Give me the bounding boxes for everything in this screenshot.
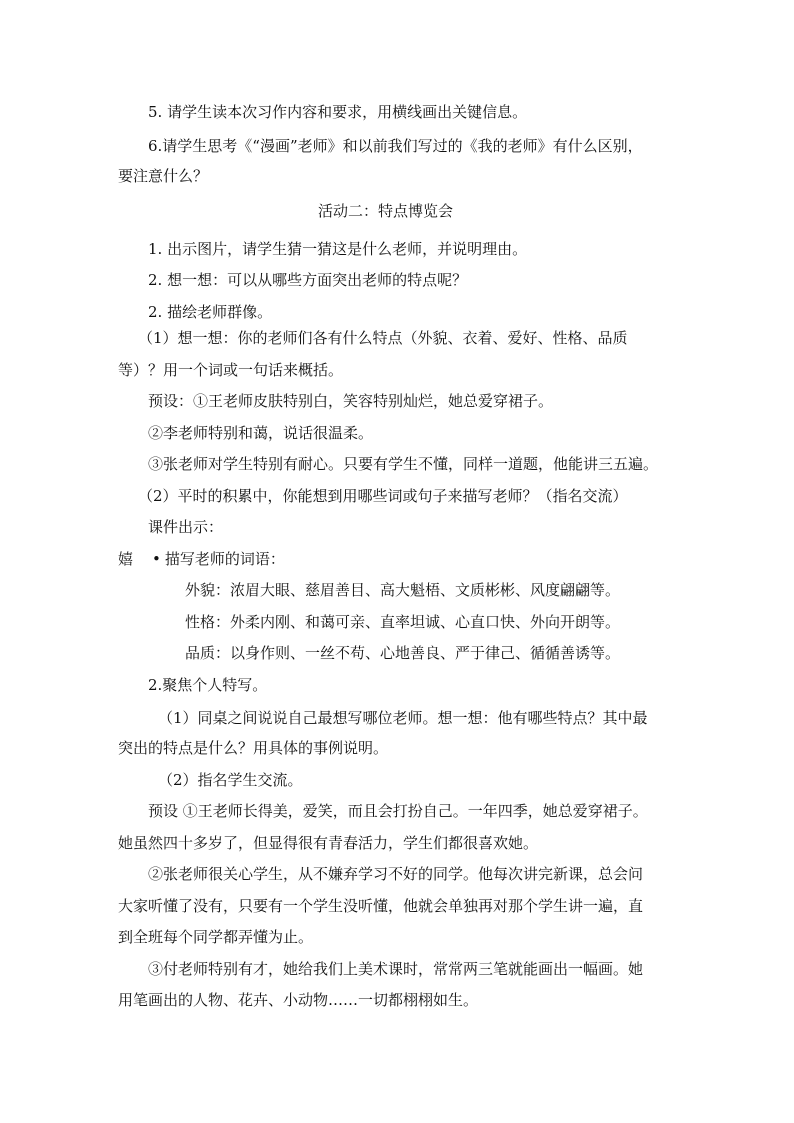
bullet-text: 描写老师的词语：	[164, 550, 285, 568]
section-heading: 活动二：特点博览会	[318, 202, 454, 220]
word-list-line: 品质：以身作则、一丝不苟、心地善良、严于律己、循循善诱等。	[185, 644, 621, 662]
paragraph-line: 2.聚焦个人特写。	[148, 676, 268, 694]
word-list-line: 性格：外柔内刚、和蔼可亲、直率坦诚、心直口快、外向开朗等。	[185, 613, 621, 631]
paragraph-line: 用笔画出的人物、花卉、小动物……一切都栩栩如生。	[118, 991, 479, 1009]
paragraph-line: 6.请学生思考《“漫画”老师》和以前我们写过的《我的老师》有什么区别，	[148, 137, 643, 155]
paragraph-line: （1）同桌之间说说自己最想写哪位老师。想一想：他有哪些特点？其中最	[158, 709, 648, 727]
paragraph-line: 5. 请学生读本次习作内容和要求，用横线画出关键信息。	[148, 103, 528, 121]
bullet-item	[152, 549, 285, 569]
paragraph-line: 课件出示：	[148, 518, 224, 536]
bullet-icon: •	[152, 550, 161, 568]
paragraph-line: 等）？用一个词或一句话来概括。	[118, 361, 344, 379]
paragraph-line: 预设：①王老师皮肤特别白，笑容特别灿烂，她总爱穿裙子。	[148, 392, 554, 410]
paragraph-line: 要注意什么？	[118, 167, 209, 185]
paragraph-line: 预设 ①王老师长得美，爱笑，而且会打扮自己。一年四季，她总爱穿裙子。	[148, 802, 648, 820]
paragraph-line: 到全班每个同学都弄懂为止。	[118, 928, 314, 946]
paragraph-line: 1. 出示图片，请学生猜一猜这是什么老师，并说明理由。	[148, 240, 528, 258]
paragraph-line: 她虽然四十多岁了，但显得很有青春活力，学生们都很喜欢她。	[118, 834, 539, 852]
word-list-line: 外貌：浓眉大眼、慈眉善目、高大魁梧、文质彬彬、风度翩翩等。	[185, 581, 621, 599]
paragraph-line: 大家听懂了没有，只要有一个学生没听懂，他就会单独再对那个学生讲一遍，直	[118, 897, 644, 915]
paragraph-line: （2）平时的积累中，你能想到用哪些词或句子来描写老师？（指名交流）	[138, 487, 628, 505]
paragraph-line: （1）想一想：你的老师们各有什么特点（外貌、衣着、爱好、性格、品质	[138, 329, 628, 347]
paragraph-line: ②李老师特别和蔼，说话很温柔。	[148, 424, 374, 442]
paragraph-line: 2. 描绘老师群像。	[148, 303, 273, 321]
margin-mark: 嬉	[118, 550, 134, 568]
paragraph-line: （2）指名学生交流。	[158, 771, 303, 789]
paragraph-line: 2. 想一想：可以从哪些方面突出老师的特点呢？	[148, 271, 468, 289]
paragraph-line: ②张老师很关心学生，从不嫌弃学习不好的同学。他每次讲完新课，总会问	[148, 865, 644, 883]
paragraph-line: ③付老师特别有才，她给我们上美术课时，常常两三笔就能画出一幅画。她	[148, 960, 644, 978]
paragraph-line: 突出的特点是什么？用具体的事例说明。	[118, 739, 389, 757]
paragraph-line: ③张老师对学生特别有耐心。只要有学生不懂，同样一道题，他能讲三五遍。	[148, 455, 659, 473]
